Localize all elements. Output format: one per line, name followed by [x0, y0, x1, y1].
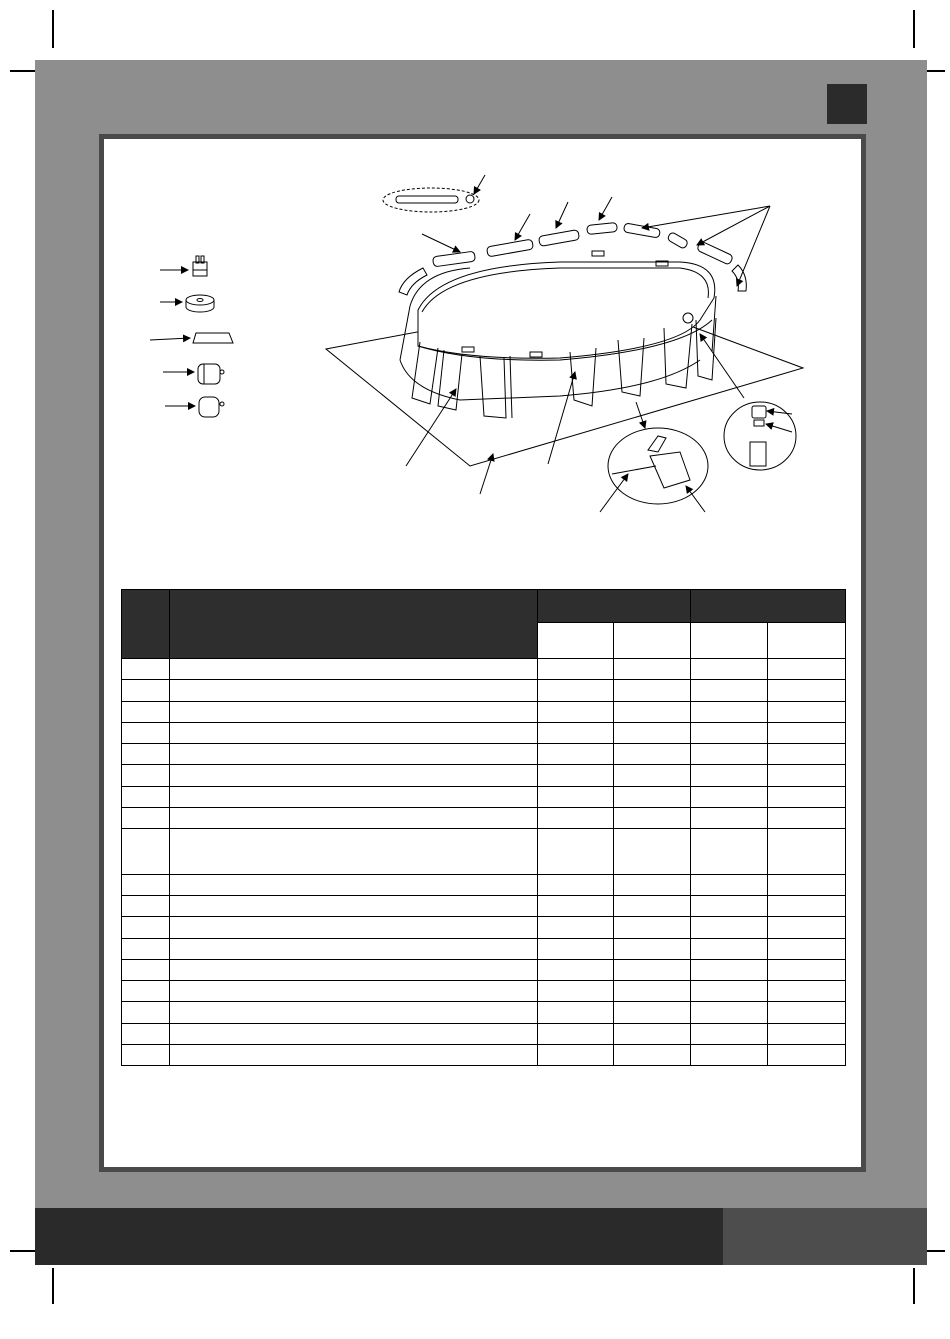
table-row [122, 744, 846, 765]
subheader-cell [768, 622, 846, 658]
joint-detail-callout [700, 334, 796, 470]
table-row [122, 722, 846, 743]
table-row [122, 1002, 846, 1023]
spare-beam-group [383, 175, 485, 212]
table-row [122, 938, 846, 959]
table-row [122, 829, 846, 875]
header-description [170, 590, 538, 659]
table-header-row [122, 590, 846, 623]
washer-icon [160, 295, 214, 312]
header-ref-no [122, 590, 170, 659]
subheader-cell [614, 622, 691, 658]
table-row [122, 1044, 846, 1065]
table-row [122, 1023, 846, 1044]
sleeve-piece-icon [150, 333, 233, 343]
air-valve-plug-icon [160, 256, 207, 276]
end-cap-icon [165, 397, 224, 417]
table-row [122, 896, 846, 917]
joint-pin-icon [163, 364, 224, 384]
table-row [122, 701, 846, 722]
subheader-cell [538, 622, 614, 658]
table-row [122, 659, 846, 680]
subheader-cell [691, 622, 768, 658]
pool-frame-assembly [400, 251, 716, 418]
table-row [122, 959, 846, 980]
parts-table [121, 589, 846, 1066]
table-row [122, 981, 846, 1002]
header-group-1 [538, 590, 691, 623]
table-row [122, 807, 846, 828]
table-row [122, 874, 846, 895]
table-row [122, 765, 846, 786]
table-row [122, 680, 846, 701]
leg-detail-callout [600, 402, 708, 512]
header-group-2 [691, 590, 846, 623]
table-row [122, 786, 846, 807]
table-row [122, 917, 846, 938]
